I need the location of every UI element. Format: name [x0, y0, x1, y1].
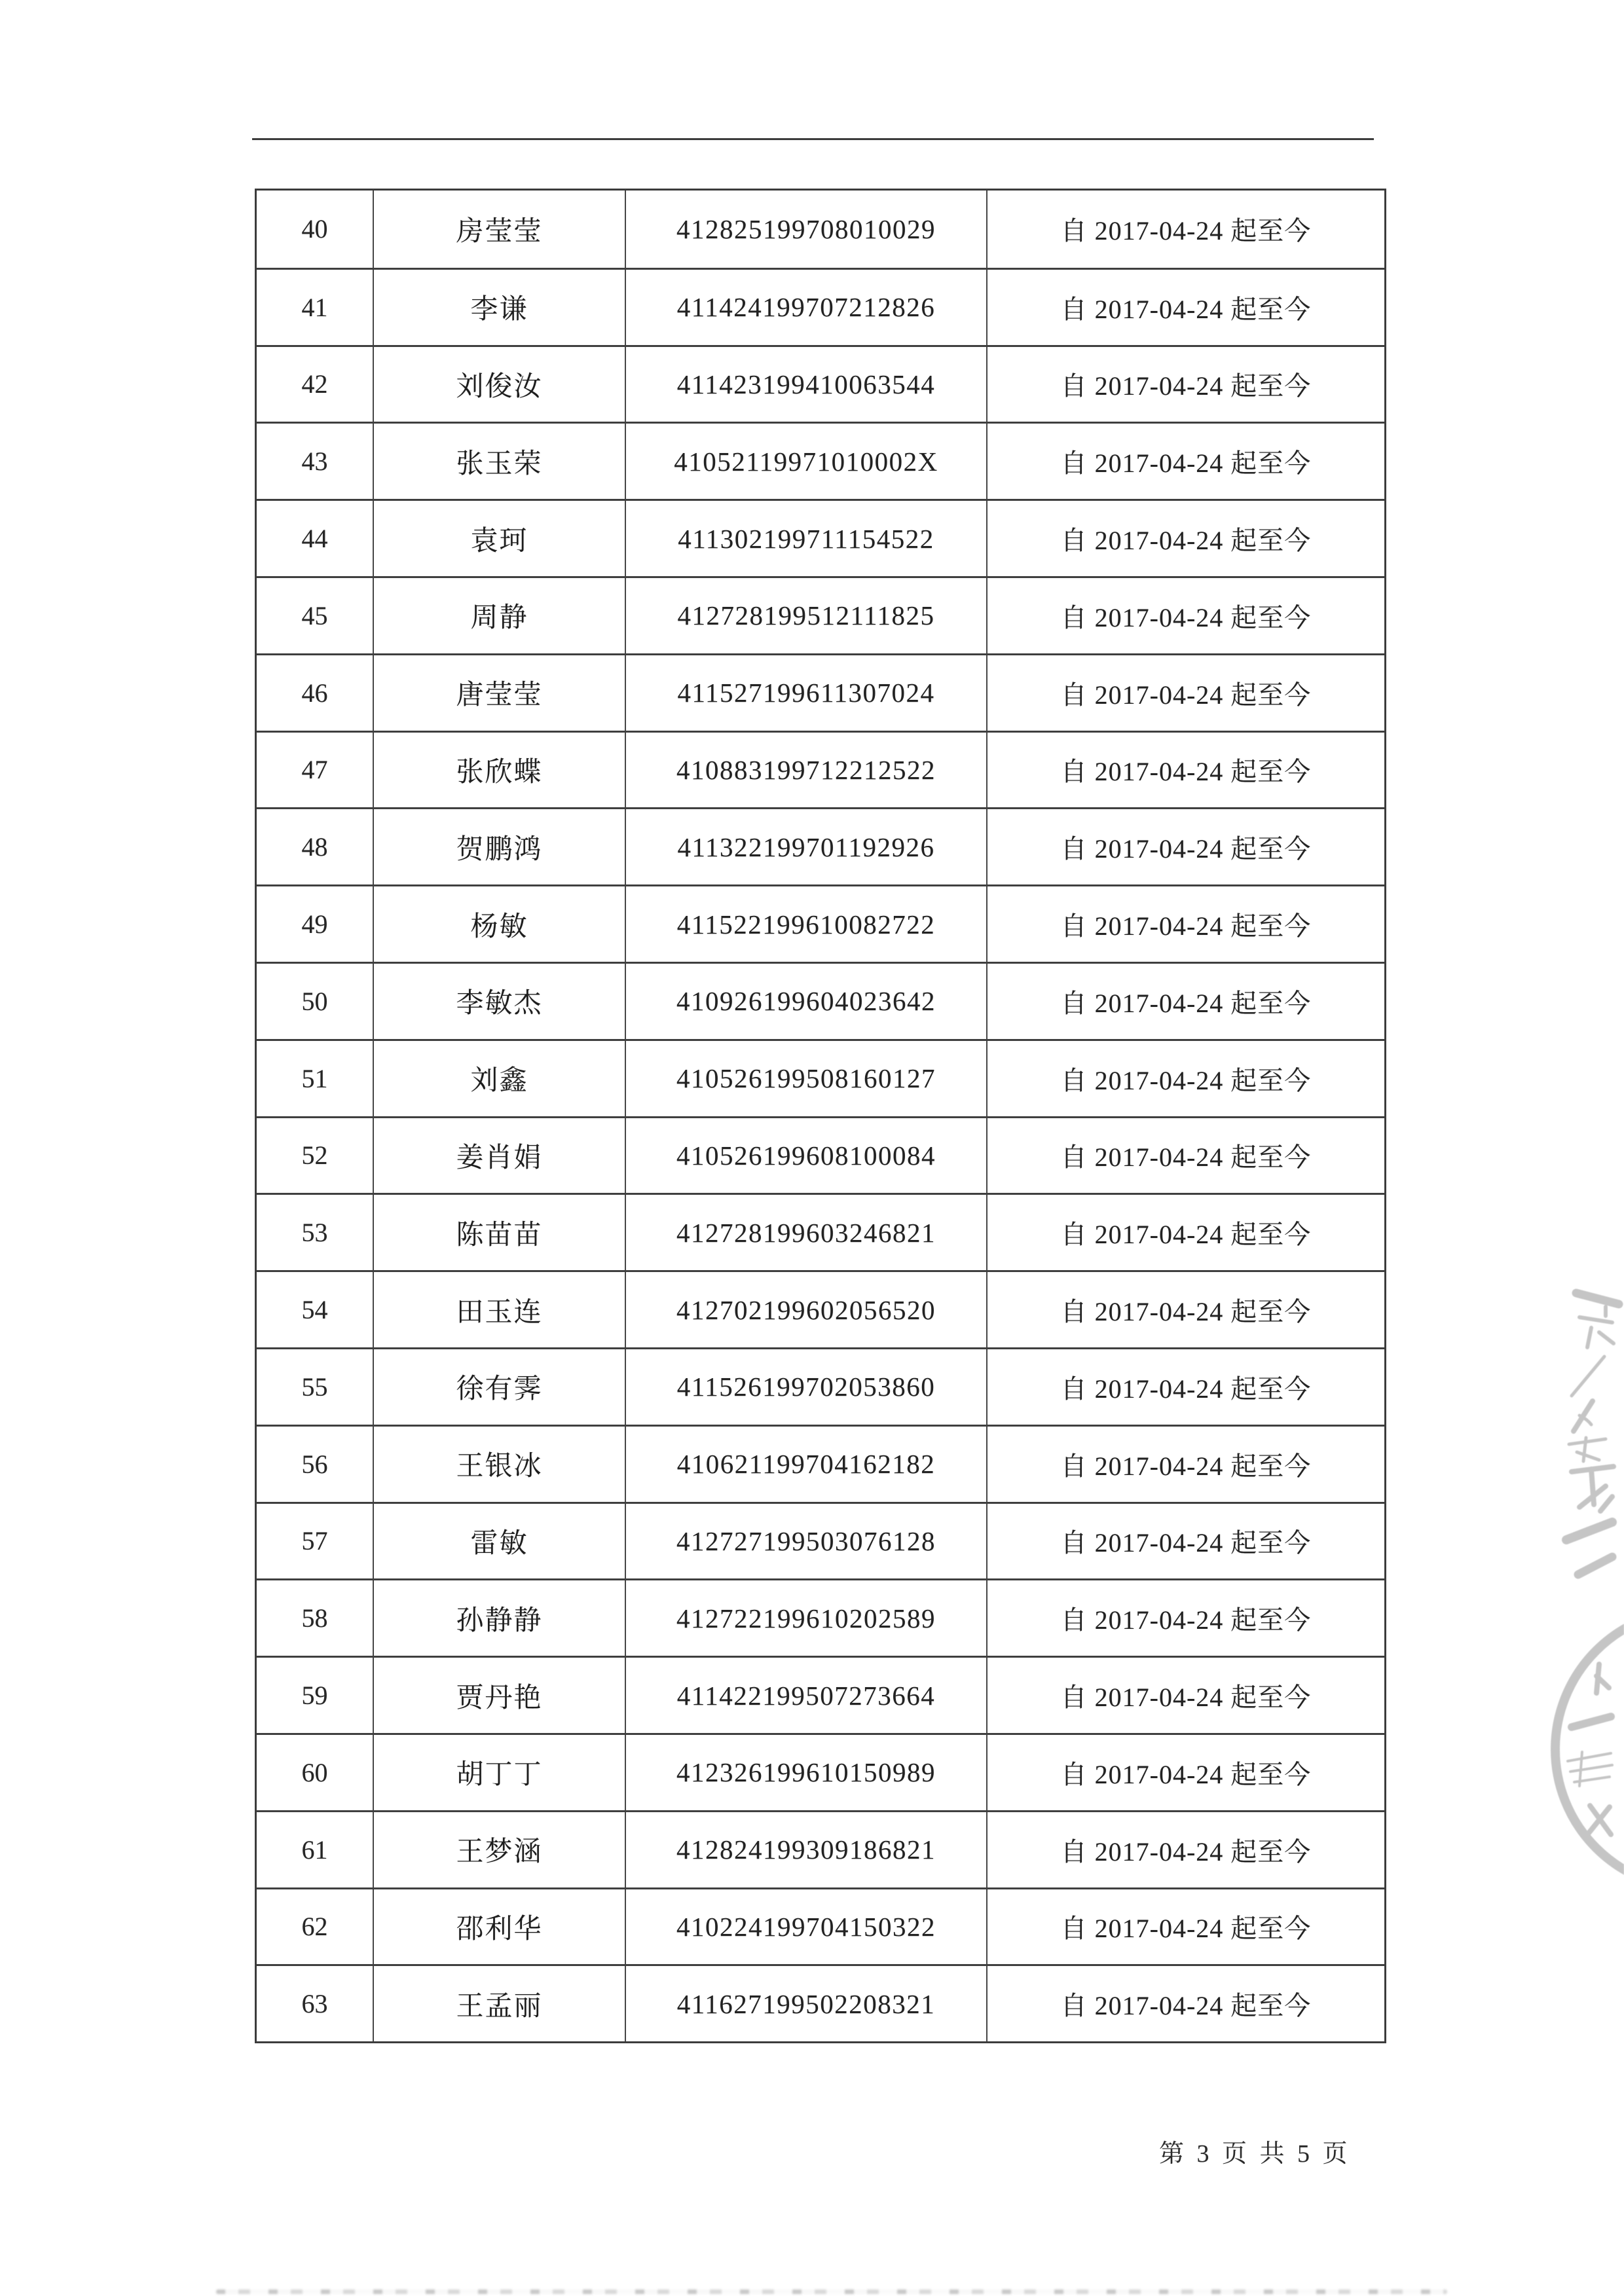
- cell-name: 张玉荣: [373, 424, 625, 499]
- cell-id: 411422199507273664: [625, 1658, 986, 1733]
- cell-name: 姜肖娟: [373, 1118, 625, 1194]
- cell-no: 49: [301, 909, 328, 939]
- cell-id: 411526199702053860: [625, 1349, 986, 1425]
- cell-no: 46: [301, 678, 328, 708]
- cell-name: 陈苗苗: [373, 1195, 625, 1270]
- cell-period: 自 2017-04-24 起至今: [986, 424, 1384, 499]
- cell-name: 王梦涵: [373, 1812, 625, 1887]
- cell-id: 412728199512111825: [625, 578, 986, 653]
- cell-no: 47: [301, 755, 328, 785]
- cell-period: 自 2017-04-24 起至今: [986, 1427, 1384, 1502]
- cell-name: 田玉连: [373, 1272, 625, 1347]
- cell-period: 自 2017-04-24 起至今: [986, 809, 1384, 884]
- cell-id: 412702199602056520: [625, 1272, 986, 1347]
- table-row: [257, 1810, 1384, 1887]
- cell-name: 王银冰: [373, 1427, 625, 1502]
- table-row: [257, 422, 1384, 499]
- cell-period: 自 2017-04-24 起至今: [986, 1889, 1384, 1965]
- stamp-watermark: [1514, 1244, 1624, 1882]
- cell-name: 唐莹莹: [373, 655, 625, 731]
- table-row: [257, 884, 1384, 962]
- table-row: [257, 1733, 1384, 1810]
- table-row: [257, 345, 1384, 422]
- table-row: [257, 1039, 1384, 1116]
- scan-bleed-artifact: [216, 2289, 1447, 2294]
- table-row: [257, 1425, 1384, 1502]
- cell-id: 410224199704150322: [625, 1889, 986, 1965]
- cell-id: 411424199707212826: [625, 270, 986, 345]
- cell-period: 自 2017-04-24 起至今: [986, 1966, 1384, 2041]
- cell-name: 刘鑫: [373, 1041, 625, 1116]
- cell-period: 自 2017-04-24 起至今: [986, 1041, 1384, 1116]
- cell-name: 贺鹏鸿: [373, 809, 625, 884]
- cell-id: 411527199611307024: [625, 655, 986, 731]
- cell-no: 44: [301, 524, 328, 554]
- cell-name: 徐有霁: [373, 1349, 625, 1425]
- cell-name: 周静: [373, 578, 625, 653]
- cell-name: 李谦: [373, 270, 625, 345]
- cell-no: 41: [301, 292, 328, 322]
- cell-no: 43: [301, 446, 328, 477]
- cell-period: 自 2017-04-24 起至今: [986, 1349, 1384, 1425]
- cell-no: 62: [301, 1912, 328, 1942]
- cell-period: 自 2017-04-24 起至今: [986, 1195, 1384, 1270]
- cell-name: 刘俊汝: [373, 347, 625, 422]
- cell-period: 自 2017-04-24 起至今: [986, 501, 1384, 576]
- cell-period: 自 2017-04-24 起至今: [986, 347, 1384, 422]
- cell-no: 40: [301, 214, 328, 244]
- page-number-footer: 第 3 页 共 5 页: [1159, 2140, 1351, 2168]
- table-row: [257, 1347, 1384, 1425]
- cell-period: 自 2017-04-24 起至今: [986, 1658, 1384, 1733]
- cell-period: 自 2017-04-24 起至今: [986, 1812, 1384, 1887]
- cell-name: 雷敏: [373, 1504, 625, 1579]
- cell-id: 412825199708010029: [625, 191, 986, 268]
- cell-name: 胡丁丁: [373, 1735, 625, 1810]
- cell-id: 412722199610202589: [625, 1580, 986, 1656]
- table-row: [257, 1502, 1384, 1579]
- table-row: [257, 1270, 1384, 1347]
- cell-no: 50: [301, 986, 328, 1016]
- cell-id: 410926199604023642: [625, 964, 986, 1039]
- table-row: [257, 731, 1384, 808]
- cell-no: 57: [301, 1526, 328, 1556]
- cell-period: 自 2017-04-24 起至今: [986, 655, 1384, 731]
- cell-no: 53: [301, 1218, 328, 1248]
- cell-id: 412824199309186821: [625, 1812, 986, 1887]
- cell-period: 自 2017-04-24 起至今: [986, 270, 1384, 345]
- cell-id: 410621199704162182: [625, 1427, 986, 1502]
- table-row: [257, 499, 1384, 576]
- cell-period: 自 2017-04-24 起至今: [986, 578, 1384, 653]
- cell-id: 412727199503076128: [625, 1504, 986, 1579]
- cell-name: 房莹莹: [373, 191, 625, 268]
- cell-name: 杨敏: [373, 886, 625, 962]
- table-row: [257, 1964, 1384, 2041]
- table-row: [257, 191, 1384, 268]
- cell-id: 411322199701192926: [625, 809, 986, 884]
- cell-id: 411522199610082722: [625, 886, 986, 962]
- cell-no: 59: [301, 1681, 328, 1711]
- cell-period: 自 2017-04-24 起至今: [986, 1272, 1384, 1347]
- header-rule: [252, 138, 1374, 140]
- table-row: [257, 1116, 1384, 1194]
- cell-id: 410883199712212522: [625, 733, 986, 808]
- cell-no: 54: [301, 1295, 328, 1325]
- cell-period: 自 2017-04-24 起至今: [986, 964, 1384, 1039]
- cell-period: 自 2017-04-24 起至今: [986, 1504, 1384, 1579]
- cell-no: 63: [301, 1989, 328, 2019]
- cell-no: 52: [301, 1140, 328, 1171]
- cell-no: 45: [301, 600, 328, 630]
- cell-id: 410526199608100084: [625, 1118, 986, 1194]
- cell-no: 60: [301, 1757, 328, 1787]
- cell-id: 411423199410063544: [625, 347, 986, 422]
- table-row: [257, 962, 1384, 1039]
- cell-period: 自 2017-04-24 起至今: [986, 1118, 1384, 1194]
- cell-period: 自 2017-04-24 起至今: [986, 886, 1384, 962]
- table-row: [257, 1193, 1384, 1270]
- cell-name: 贾丹艳: [373, 1658, 625, 1733]
- table-row: [257, 268, 1384, 345]
- table-row: [257, 1578, 1384, 1656]
- cell-no: 61: [301, 1834, 328, 1865]
- cell-no: 42: [301, 369, 328, 399]
- cell-period: 自 2017-04-24 起至今: [986, 733, 1384, 808]
- cell-no: 55: [301, 1372, 328, 1402]
- cell-period: 自 2017-04-24 起至今: [986, 1735, 1384, 1810]
- cell-id: 411627199502208321: [625, 1966, 986, 2041]
- cell-no: 48: [301, 832, 328, 862]
- cell-id: 410526199508160127: [625, 1041, 986, 1116]
- table-row: [257, 576, 1384, 653]
- cell-no: 56: [301, 1449, 328, 1479]
- cell-period: 自 2017-04-24 起至今: [986, 1580, 1384, 1656]
- cell-name: 袁珂: [373, 501, 625, 576]
- cell-id: 412326199610150989: [625, 1735, 986, 1810]
- cell-name: 张欣蝶: [373, 733, 625, 808]
- cell-id: 41052119971010002X: [625, 424, 986, 499]
- cell-name: 孙静静: [373, 1580, 625, 1656]
- cell-name: 王孟丽: [373, 1966, 625, 2041]
- table-row: [257, 1887, 1384, 1965]
- cell-id: 411302199711154522: [625, 501, 986, 576]
- table-row: [257, 807, 1384, 884]
- table-row: [257, 653, 1384, 731]
- table-row: [257, 1656, 1384, 1733]
- cell-id: 412728199603246821: [625, 1195, 986, 1270]
- cell-no: 51: [301, 1063, 328, 1093]
- cell-name: 李敏杰: [373, 964, 625, 1039]
- roster-table: [255, 189, 1386, 2043]
- cell-no: 58: [301, 1603, 328, 1633]
- cell-name: 邵利华: [373, 1889, 625, 1965]
- cell-period: 自 2017-04-24 起至今: [986, 191, 1384, 268]
